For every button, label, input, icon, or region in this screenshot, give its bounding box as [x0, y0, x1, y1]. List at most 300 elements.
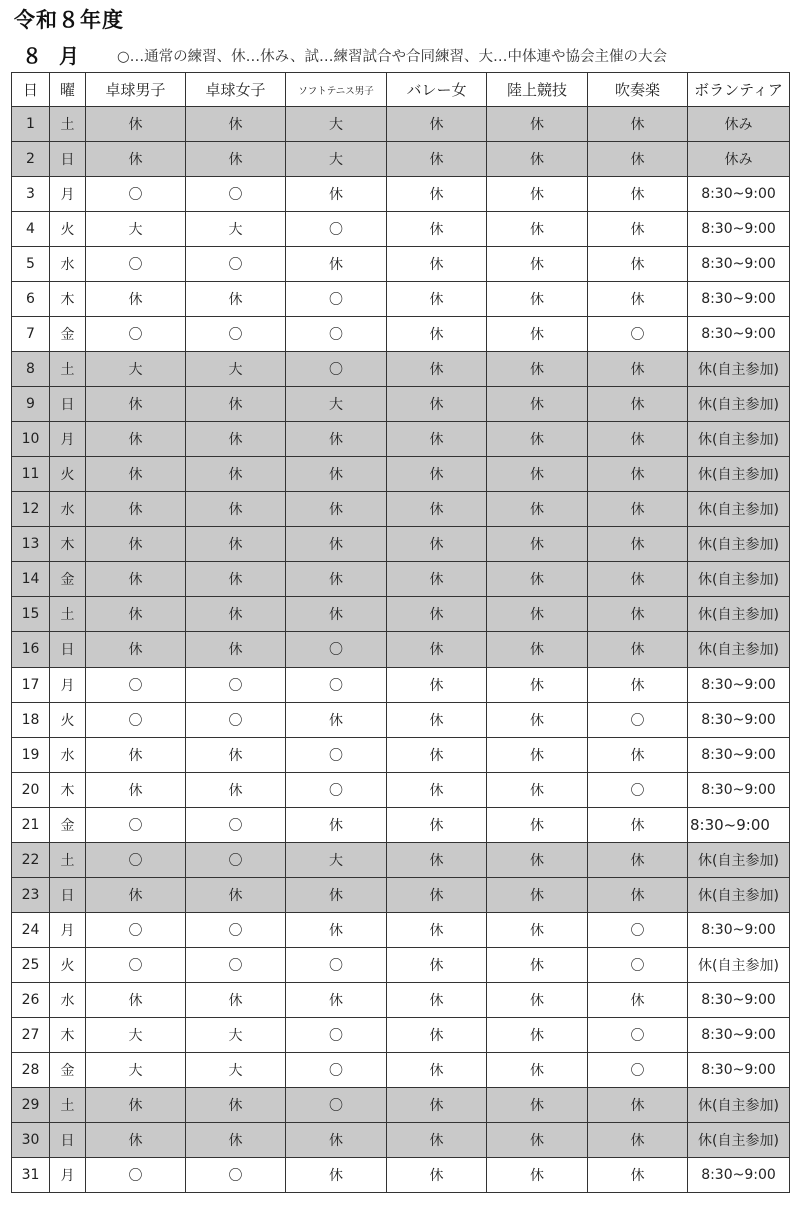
- volleyball-girls-cell: 休: [387, 562, 487, 597]
- table-tennis-boys-cell: 休: [86, 492, 186, 527]
- table-tennis-boys-cell: 〇: [86, 947, 186, 982]
- table-row: [12, 142, 790, 177]
- track-and-field-cell: 休: [487, 212, 588, 247]
- volunteer-cell: 8:30~9:00: [688, 282, 790, 317]
- brass-band-cell: 休: [588, 212, 688, 247]
- brass-band-cell: 〇: [588, 912, 688, 947]
- table-tennis-girls-cell: 大: [186, 1052, 286, 1087]
- header-volleyball-girls: バレー女: [387, 73, 487, 107]
- table-tennis-boys-cell: 休: [86, 632, 186, 667]
- day-cell: 17: [12, 667, 50, 702]
- track-and-field-cell: 休: [487, 107, 588, 142]
- table-tennis-boys-cell: 〇: [86, 912, 186, 947]
- table-row: [12, 912, 790, 947]
- day-cell: 2: [12, 142, 50, 177]
- track-and-field-cell: 休: [487, 1052, 588, 1087]
- table-tennis-girls-cell: 休: [186, 877, 286, 912]
- volunteer-cell: 8:30~9:00: [688, 177, 790, 212]
- schedule-body: [12, 107, 790, 1193]
- soft-tennis-boys-cell: 大: [286, 387, 387, 422]
- track-and-field-cell: 休: [487, 912, 588, 947]
- table-row: [12, 282, 790, 317]
- day-cell: 22: [12, 842, 50, 877]
- brass-band-cell: 〇: [588, 947, 688, 982]
- table-tennis-girls-cell: 〇: [186, 842, 286, 877]
- table-tennis-boys-cell: 休: [86, 772, 186, 807]
- soft-tennis-boys-cell: 〇: [286, 632, 387, 667]
- header-day: 日: [12, 73, 50, 107]
- table-row: [12, 597, 790, 632]
- track-and-field-cell: 休: [487, 772, 588, 807]
- brass-band-cell: 〇: [588, 317, 688, 352]
- track-and-field-cell: 休: [487, 667, 588, 702]
- weekday-cell: 日: [50, 632, 86, 667]
- table-row: [12, 527, 790, 562]
- soft-tennis-boys-cell: 休: [286, 422, 387, 457]
- volleyball-girls-cell: 休: [387, 947, 487, 982]
- volleyball-girls-cell: 休: [387, 667, 487, 702]
- volleyball-girls-cell: 休: [387, 877, 487, 912]
- volunteer-cell: 休(自主参加): [688, 632, 790, 667]
- soft-tennis-boys-cell: 〇: [286, 352, 387, 387]
- volunteer-cell: 休(自主参加): [688, 527, 790, 562]
- table-row: [12, 1052, 790, 1087]
- brass-band-cell: 休: [588, 107, 688, 142]
- weekday-cell: 火: [50, 947, 86, 982]
- volunteer-cell: 8:30~9:00: [688, 982, 790, 1017]
- track-and-field-cell: 休: [487, 492, 588, 527]
- volunteer-cell: 休(自主参加): [688, 1087, 790, 1122]
- volleyball-girls-cell: 休: [387, 107, 487, 142]
- volunteer-cell: 休(自主参加): [688, 387, 790, 422]
- table-tennis-girls-cell: 休: [186, 107, 286, 142]
- volleyball-girls-cell: 休: [387, 317, 487, 352]
- weekday-cell: 月: [50, 177, 86, 212]
- table-tennis-girls-cell: 休: [186, 282, 286, 317]
- table-row: [12, 107, 790, 142]
- track-and-field-cell: 休: [487, 597, 588, 632]
- day-cell: 28: [12, 1052, 50, 1087]
- table-row: [12, 667, 790, 702]
- volleyball-girls-cell: 休: [387, 177, 487, 212]
- soft-tennis-boys-cell: 〇: [286, 1017, 387, 1052]
- volleyball-girls-cell: 休: [387, 352, 487, 387]
- volleyball-girls-cell: 休: [387, 527, 487, 562]
- weekday-cell: 土: [50, 352, 86, 387]
- track-and-field-cell: 休: [487, 1122, 588, 1157]
- table-tennis-girls-cell: 休: [186, 982, 286, 1017]
- volleyball-girls-cell: 休: [387, 212, 487, 247]
- day-cell: 8: [12, 352, 50, 387]
- volunteer-cell: 休(自主参加): [688, 352, 790, 387]
- weekday-cell: 月: [50, 667, 86, 702]
- brass-band-cell: 休: [588, 387, 688, 422]
- brass-band-cell: 〇: [588, 1017, 688, 1052]
- weekday-cell: 木: [50, 282, 86, 317]
- table-row: [12, 807, 790, 842]
- header-row: [12, 73, 790, 107]
- volleyball-girls-cell: 休: [387, 772, 487, 807]
- soft-tennis-boys-cell: 〇: [286, 667, 387, 702]
- brass-band-cell: 休: [588, 422, 688, 457]
- table-tennis-boys-cell: 休: [86, 107, 186, 142]
- table-row: [12, 1017, 790, 1052]
- table-tennis-boys-cell: 休: [86, 527, 186, 562]
- table-tennis-girls-cell: 休: [186, 1122, 286, 1157]
- table-tennis-boys-cell: 大: [86, 352, 186, 387]
- table-tennis-girls-cell: 〇: [186, 317, 286, 352]
- soft-tennis-boys-cell: 〇: [286, 282, 387, 317]
- day-cell: 27: [12, 1017, 50, 1052]
- weekday-cell: 土: [50, 842, 86, 877]
- brass-band-cell: 休: [588, 247, 688, 282]
- volunteer-cell: 休(自主参加): [688, 1122, 790, 1157]
- weekday-cell: 金: [50, 1052, 86, 1087]
- soft-tennis-boys-cell: 休: [286, 247, 387, 282]
- table-tennis-girls-cell: 大: [186, 352, 286, 387]
- weekday-cell: 土: [50, 597, 86, 632]
- weekday-cell: 日: [50, 1122, 86, 1157]
- day-cell: 16: [12, 632, 50, 667]
- volunteer-cell: 8:30~9:00: [688, 667, 790, 702]
- table-tennis-boys-cell: 休: [86, 737, 186, 772]
- volleyball-girls-cell: 休: [387, 842, 487, 877]
- table-tennis-boys-cell: 休: [86, 1122, 186, 1157]
- table-tennis-girls-cell: 休: [186, 527, 286, 562]
- volunteer-cell: 休(自主参加): [688, 422, 790, 457]
- volleyball-girls-cell: 休: [387, 807, 487, 842]
- brass-band-cell: 休: [588, 527, 688, 562]
- table-tennis-girls-cell: 休: [186, 632, 286, 667]
- soft-tennis-boys-cell: 休: [286, 457, 387, 492]
- table-row: [12, 457, 790, 492]
- day-cell: 19: [12, 737, 50, 772]
- volleyball-girls-cell: 休: [387, 492, 487, 527]
- track-and-field-cell: 休: [487, 457, 588, 492]
- table-tennis-girls-cell: 〇: [186, 667, 286, 702]
- soft-tennis-boys-cell: 休: [286, 492, 387, 527]
- volleyball-girls-cell: 休: [387, 247, 487, 282]
- table-tennis-boys-cell: 大: [86, 1017, 186, 1052]
- soft-tennis-boys-cell: 〇: [286, 1052, 387, 1087]
- table-tennis-girls-cell: 休: [186, 737, 286, 772]
- weekday-cell: 月: [50, 1157, 86, 1192]
- soft-tennis-boys-cell: 休: [286, 877, 387, 912]
- volunteer-cell: 休(自主参加): [688, 597, 790, 632]
- table-tennis-boys-cell: 休: [86, 597, 186, 632]
- day-cell: 31: [12, 1157, 50, 1192]
- brass-band-cell: 〇: [588, 1052, 688, 1087]
- volunteer-cell: 休(自主参加): [688, 492, 790, 527]
- table-tennis-boys-cell: 休: [86, 1087, 186, 1122]
- volleyball-girls-cell: 休: [387, 912, 487, 947]
- volunteer-cell: 休み: [688, 142, 790, 177]
- header-track-and-field: 陸上競技: [487, 73, 588, 107]
- weekday-cell: 水: [50, 737, 86, 772]
- soft-tennis-boys-cell: 〇: [286, 737, 387, 772]
- volleyball-girls-cell: 休: [387, 457, 487, 492]
- volunteer-cell: 8:30~9:00: [688, 807, 790, 842]
- track-and-field-cell: 休: [487, 737, 588, 772]
- table-row: [12, 842, 790, 877]
- table-tennis-boys-cell: 休: [86, 422, 186, 457]
- track-and-field-cell: 休: [487, 387, 588, 422]
- weekday-cell: 水: [50, 982, 86, 1017]
- table-tennis-boys-cell: 〇: [86, 667, 186, 702]
- track-and-field-cell: 休: [487, 422, 588, 457]
- table-tennis-boys-cell: 〇: [86, 807, 186, 842]
- header-weekday: 曜: [50, 73, 86, 107]
- table-tennis-boys-cell: 〇: [86, 842, 186, 877]
- volleyball-girls-cell: 休: [387, 422, 487, 457]
- weekday-cell: 木: [50, 772, 86, 807]
- volunteer-cell: 休(自主参加): [688, 877, 790, 912]
- table-row: [12, 387, 790, 422]
- track-and-field-cell: 休: [487, 352, 588, 387]
- track-and-field-cell: 休: [487, 177, 588, 212]
- table-tennis-boys-cell: 休: [86, 982, 186, 1017]
- brass-band-cell: 休: [588, 632, 688, 667]
- track-and-field-cell: 休: [487, 1087, 588, 1122]
- table-tennis-boys-cell: 休: [86, 562, 186, 597]
- header-soft-tennis-boys: ソフトテニス男子: [286, 73, 387, 107]
- day-cell: 26: [12, 982, 50, 1017]
- table-tennis-boys-cell: 休: [86, 387, 186, 422]
- day-cell: 20: [12, 772, 50, 807]
- weekday-cell: 土: [50, 107, 86, 142]
- schedule-table: [11, 72, 790, 1193]
- table-row: [12, 1122, 790, 1157]
- table-tennis-girls-cell: 休: [186, 562, 286, 597]
- volleyball-girls-cell: 休: [387, 702, 487, 737]
- volleyball-girls-cell: 休: [387, 632, 487, 667]
- table-tennis-boys-cell: 〇: [86, 702, 186, 737]
- volleyball-girls-cell: 休: [387, 142, 487, 177]
- table-row: [12, 212, 790, 247]
- brass-band-cell: 休: [588, 457, 688, 492]
- table-tennis-boys-cell: 休: [86, 282, 186, 317]
- month-label: ８ 月: [22, 44, 79, 68]
- brass-band-cell: 休: [588, 142, 688, 177]
- soft-tennis-boys-cell: 休: [286, 177, 387, 212]
- volunteer-cell: 休み: [688, 107, 790, 142]
- weekday-cell: 金: [50, 562, 86, 597]
- table-tennis-girls-cell: 〇: [186, 177, 286, 212]
- brass-band-cell: 休: [588, 1087, 688, 1122]
- brass-band-cell: 休: [588, 737, 688, 772]
- table-tennis-girls-cell: 休: [186, 387, 286, 422]
- table-tennis-girls-cell: 休: [186, 142, 286, 177]
- table-row: [12, 877, 790, 912]
- volleyball-girls-cell: 休: [387, 737, 487, 772]
- header-table-tennis-girls: 卓球女子: [186, 73, 286, 107]
- soft-tennis-boys-cell: 休: [286, 527, 387, 562]
- table-row: [12, 737, 790, 772]
- track-and-field-cell: 休: [487, 247, 588, 282]
- soft-tennis-boys-cell: 休: [286, 562, 387, 597]
- document-title: 令和８年度: [14, 8, 124, 32]
- soft-tennis-boys-cell: 休: [286, 597, 387, 632]
- soft-tennis-boys-cell: 休: [286, 912, 387, 947]
- brass-band-cell: 休: [588, 177, 688, 212]
- table-tennis-girls-cell: 〇: [186, 702, 286, 737]
- day-cell: 14: [12, 562, 50, 597]
- weekday-cell: 火: [50, 457, 86, 492]
- volunteer-cell: 8:30~9:00: [688, 247, 790, 282]
- brass-band-cell: 休: [588, 597, 688, 632]
- table-tennis-boys-cell: 〇: [86, 317, 186, 352]
- weekday-cell: 日: [50, 387, 86, 422]
- volleyball-girls-cell: 休: [387, 1017, 487, 1052]
- brass-band-cell: 休: [588, 282, 688, 317]
- track-and-field-cell: 休: [487, 562, 588, 597]
- soft-tennis-boys-cell: 休: [286, 1122, 387, 1157]
- table-tennis-boys-cell: 〇: [86, 247, 186, 282]
- legend-text: ○…通常の練習、休…休み、試…練習試合や合同練習、大…中体連や協会主催の大会: [117, 49, 668, 65]
- day-cell: 7: [12, 317, 50, 352]
- soft-tennis-boys-cell: 大: [286, 142, 387, 177]
- brass-band-cell: 休: [588, 492, 688, 527]
- day-cell: 13: [12, 527, 50, 562]
- table-tennis-boys-cell: 大: [86, 212, 186, 247]
- weekday-cell: 木: [50, 1017, 86, 1052]
- volunteer-cell: 8:30~9:00: [688, 212, 790, 247]
- weekday-cell: 月: [50, 422, 86, 457]
- day-cell: 1: [12, 107, 50, 142]
- table-row: [12, 1087, 790, 1122]
- soft-tennis-boys-cell: 〇: [286, 1087, 387, 1122]
- volunteer-cell: 休(自主参加): [688, 457, 790, 492]
- table-tennis-girls-cell: 〇: [186, 947, 286, 982]
- weekday-cell: 火: [50, 212, 86, 247]
- volleyball-girls-cell: 休: [387, 282, 487, 317]
- brass-band-cell: 休: [588, 667, 688, 702]
- track-and-field-cell: 休: [487, 632, 588, 667]
- soft-tennis-boys-cell: 〇: [286, 317, 387, 352]
- day-cell: 12: [12, 492, 50, 527]
- table-row: [12, 772, 790, 807]
- weekday-cell: 金: [50, 317, 86, 352]
- track-and-field-cell: 休: [487, 142, 588, 177]
- brass-band-cell: 休: [588, 807, 688, 842]
- weekday-cell: 水: [50, 492, 86, 527]
- volunteer-cell: 休(自主参加): [688, 562, 790, 597]
- volunteer-cell: 休(自主参加): [688, 947, 790, 982]
- soft-tennis-boys-cell: 〇: [286, 947, 387, 982]
- soft-tennis-boys-cell: 休: [286, 702, 387, 737]
- day-cell: 6: [12, 282, 50, 317]
- day-cell: 3: [12, 177, 50, 212]
- table-tennis-girls-cell: 〇: [186, 912, 286, 947]
- volunteer-cell: 8:30~9:00: [688, 772, 790, 807]
- table-row: [12, 317, 790, 352]
- brass-band-cell: 休: [588, 842, 688, 877]
- day-cell: 10: [12, 422, 50, 457]
- table-row: [12, 492, 790, 527]
- track-and-field-cell: 休: [487, 842, 588, 877]
- day-cell: 21: [12, 807, 50, 842]
- brass-band-cell: 休: [588, 982, 688, 1017]
- soft-tennis-boys-cell: 〇: [286, 772, 387, 807]
- table-tennis-boys-cell: 休: [86, 142, 186, 177]
- table-tennis-boys-cell: 〇: [86, 1157, 186, 1192]
- track-and-field-cell: 休: [487, 317, 588, 352]
- volunteer-cell: 休(自主参加): [688, 842, 790, 877]
- table-tennis-boys-cell: 休: [86, 877, 186, 912]
- soft-tennis-boys-cell: 大: [286, 842, 387, 877]
- volunteer-cell: 8:30~9:00: [688, 1017, 790, 1052]
- weekday-cell: 月: [50, 912, 86, 947]
- weekday-cell: 木: [50, 527, 86, 562]
- table-tennis-girls-cell: 休: [186, 422, 286, 457]
- track-and-field-cell: 休: [487, 527, 588, 562]
- volunteer-cell: 8:30~9:00: [688, 702, 790, 737]
- table-tennis-girls-cell: 休: [186, 457, 286, 492]
- volunteer-cell: 8:30~9:00: [688, 737, 790, 772]
- day-cell: 4: [12, 212, 50, 247]
- table-tennis-boys-cell: 〇: [86, 177, 186, 212]
- volleyball-girls-cell: 休: [387, 1087, 487, 1122]
- weekday-cell: 土: [50, 1087, 86, 1122]
- weekday-cell: 水: [50, 247, 86, 282]
- track-and-field-cell: 休: [487, 947, 588, 982]
- volunteer-cell: 8:30~9:00: [688, 912, 790, 947]
- table-row: [12, 632, 790, 667]
- day-cell: 15: [12, 597, 50, 632]
- volleyball-girls-cell: 休: [387, 982, 487, 1017]
- soft-tennis-boys-cell: 大: [286, 107, 387, 142]
- brass-band-cell: 休: [588, 1122, 688, 1157]
- table-row: [12, 562, 790, 597]
- weekday-cell: 日: [50, 877, 86, 912]
- volunteer-cell: 8:30~9:00: [688, 1052, 790, 1087]
- weekday-cell: 火: [50, 702, 86, 737]
- table-tennis-girls-cell: 〇: [186, 247, 286, 282]
- volunteer-cell: 8:30~9:00: [688, 317, 790, 352]
- track-and-field-cell: 休: [487, 702, 588, 737]
- table-row: [12, 352, 790, 387]
- volleyball-girls-cell: 休: [387, 1157, 487, 1192]
- brass-band-cell: 〇: [588, 772, 688, 807]
- day-cell: 30: [12, 1122, 50, 1157]
- day-cell: 11: [12, 457, 50, 492]
- day-cell: 24: [12, 912, 50, 947]
- volunteer-cell: 8:30~9:00: [688, 1157, 790, 1192]
- volleyball-girls-cell: 休: [387, 1052, 487, 1087]
- soft-tennis-boys-cell: 休: [286, 982, 387, 1017]
- track-and-field-cell: 休: [487, 1157, 588, 1192]
- brass-band-cell: 休: [588, 352, 688, 387]
- table-row: [12, 947, 790, 982]
- table-row: [12, 177, 790, 212]
- track-and-field-cell: 休: [487, 282, 588, 317]
- track-and-field-cell: 休: [487, 1017, 588, 1052]
- track-and-field-cell: 休: [487, 807, 588, 842]
- track-and-field-cell: 休: [487, 982, 588, 1017]
- brass-band-cell: 〇: [588, 702, 688, 737]
- header-brass-band: 吹奏楽: [588, 73, 688, 107]
- day-cell: 25: [12, 947, 50, 982]
- table-tennis-girls-cell: 大: [186, 212, 286, 247]
- table-tennis-girls-cell: 大: [186, 1017, 286, 1052]
- volleyball-girls-cell: 休: [387, 1122, 487, 1157]
- weekday-cell: 金: [50, 807, 86, 842]
- table-tennis-girls-cell: 休: [186, 492, 286, 527]
- header-table-tennis-boys: 卓球男子: [86, 73, 186, 107]
- table-tennis-girls-cell: 休: [186, 772, 286, 807]
- table-tennis-girls-cell: 〇: [186, 1157, 286, 1192]
- soft-tennis-boys-cell: 〇: [286, 212, 387, 247]
